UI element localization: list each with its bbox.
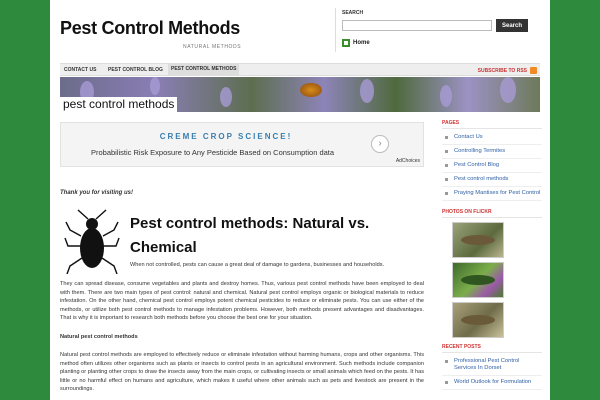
ad-title[interactable]: CREME CROP SCIENCE! bbox=[159, 132, 293, 141]
pages-widget-title: PAGES bbox=[442, 120, 542, 129]
ad-banner[interactable] bbox=[60, 122, 424, 167]
article-subheading: Natural pest control methods bbox=[60, 334, 138, 340]
rss-icon bbox=[530, 67, 537, 74]
site-title[interactable]: Pest Control Methods bbox=[60, 18, 241, 38]
thanks-message: Thank you for visiting us! bbox=[60, 190, 134, 196]
bee-image bbox=[300, 83, 322, 97]
sidebar-page-contact-us[interactable]: Contact Us bbox=[442, 131, 542, 145]
recent-posts-title: RECENT POSTS bbox=[442, 344, 542, 353]
flickr-photo-locust[interactable] bbox=[452, 302, 504, 338]
article-intro: When not controlled, pests can cause a great deal of damage to gardens, businesses and households. bbox=[130, 262, 385, 268]
subscribe-rss-link[interactable] bbox=[478, 67, 537, 74]
nav-item-pest-control-methods[interactable]: PEST CONTROL METHODS bbox=[168, 64, 239, 75]
recent-post-link[interactable]: Professional Pest Control Services In Dorset bbox=[442, 355, 542, 376]
sidebar-page-praying-mantises[interactable]: Praying Mantises for Pest Control bbox=[442, 187, 542, 201]
nav-item-pest-control-blog[interactable]: PEST CONTROL BLOG bbox=[108, 67, 163, 73]
main-nav bbox=[60, 63, 540, 76]
ad-text[interactable]: Probabilistic Risk Exposure to Any Pesticide Based on Consumption data bbox=[91, 148, 335, 157]
sidebar-page-pest-control-methods[interactable]: Pest control methods bbox=[442, 173, 542, 187]
page-container bbox=[50, 0, 550, 400]
search-input[interactable] bbox=[342, 20, 492, 31]
page-heading: pest control methods bbox=[60, 97, 177, 112]
header-divider bbox=[335, 8, 336, 52]
home-icon bbox=[342, 39, 350, 47]
flickr-photo-insect-flower[interactable] bbox=[452, 262, 504, 298]
sidebar-page-controlling-termites[interactable]: Controlling Termites bbox=[442, 145, 542, 159]
ad-choices-link[interactable]: AdChoices bbox=[395, 158, 420, 164]
photos-widget-title: PHOTOS ON FLICKR bbox=[442, 209, 542, 218]
home-link-label: Home bbox=[353, 40, 370, 46]
sidebar bbox=[442, 120, 542, 390]
aphid-bug-icon bbox=[64, 208, 120, 276]
sidebar-page-pest-control-blog[interactable]: Pest Control Blog bbox=[442, 159, 542, 173]
article-paragraph-2: Natural pest control methods are employed to effectively reduce or eliminate infestation without harming humans, crops and other organisms. This method often utilizes other organisms such as plants or insects to control pests in an agricultural environment. Such methods include companion planting or planting other crops to draw the insects away from the main crops, or cultivating insects or small animals which feed on the pests. It has little or no harmful effect on humans and agriculture, which makes it useful where other animals such as pets and livestock are present in the surroundings. bbox=[60, 352, 424, 392]
article-title: Pest control methods: Natural vs. Chemical bbox=[130, 215, 370, 256]
search-button[interactable]: Search bbox=[496, 19, 528, 32]
ad-arrow-icon[interactable]: › bbox=[371, 135, 389, 153]
search-label: SEARCH bbox=[342, 10, 364, 16]
nav-item-contact-us[interactable]: CONTACT US bbox=[64, 67, 97, 73]
article-paragraph-1: They can spread disease, consume vegetables and plants and destroy homes. Thus, various pest control methods have been employed to deal with them. There are two main types of pest control: natural and chemical. Natural pest control employs organic or biological materials to reduce infestation. On the other hand, chemical pest control employs potent chemical pesticides to reduce or eliminate pests. You can use either of the methods, or utilize both pest control methods to manage infestation problems. However, both methods present advantages and disadvantages. That is why it is important to research both methods before you choose the best one for your situation. bbox=[60, 281, 424, 321]
site-tagline: NATURAL METHODS bbox=[183, 44, 242, 50]
subscribe-rss-label: SUBSCRIBE TO RSS bbox=[477, 67, 527, 74]
recent-post-link[interactable]: World Outlook for Formulation bbox=[442, 376, 542, 390]
home-link[interactable] bbox=[342, 39, 370, 47]
flickr-photo-grasshopper[interactable] bbox=[452, 222, 504, 258]
